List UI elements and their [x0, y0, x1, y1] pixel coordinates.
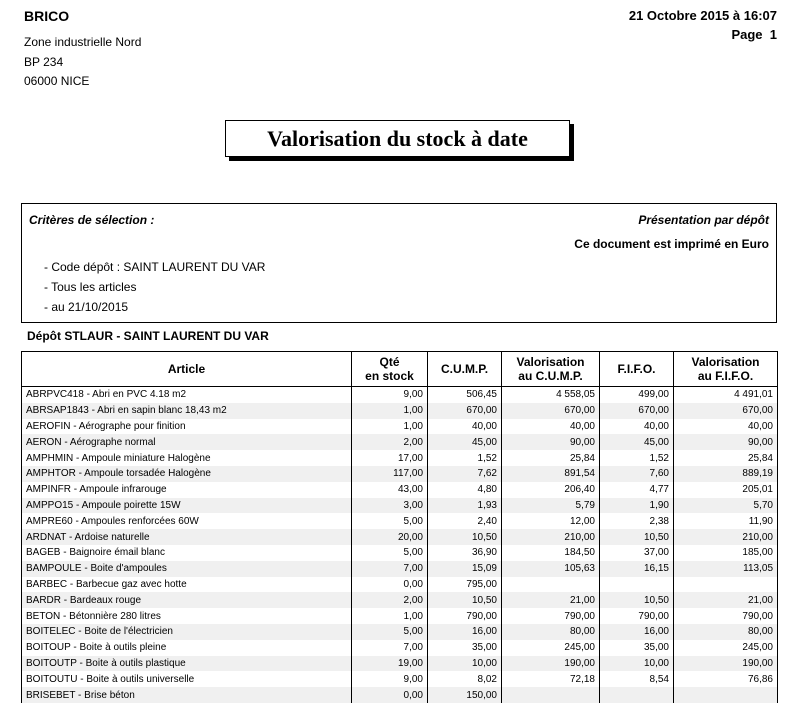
col-fifo-cell: 40,00: [600, 419, 674, 435]
col-val-cump-cell: [502, 687, 600, 703]
presentation-label: Présentation par dépôt: [638, 213, 769, 227]
col-val-cump-cell: 90,00: [502, 434, 600, 450]
col-article-cell: BAMPOULE - Boite d'ampoules: [22, 561, 352, 577]
page-number: Page 1: [731, 27, 777, 42]
table-row: [22, 498, 778, 514]
col-val-fifo-cell: 790,00: [674, 608, 778, 624]
depot-title: Dépôt STLAUR - SAINT LAURENT DU VAR: [27, 329, 269, 343]
col-article-cell: ABRSAP1843 - Abri en sapin blanc 18,43 m2: [22, 403, 352, 419]
col-fifo-cell: 10,50: [600, 529, 674, 545]
table-row: [22, 434, 778, 450]
col-article-header: Article: [22, 352, 352, 387]
table-row: [22, 640, 778, 656]
col-article-cell: AMPPO15 - Ampoule poirette 15W: [22, 498, 352, 514]
col-val-cump-cell: 4 558,05: [502, 387, 600, 403]
col-val-cump-cell: [502, 577, 600, 593]
col-val-fifo-cell: 80,00: [674, 624, 778, 640]
col-article-cell: BOITOUTP - Boite à outils plastique: [22, 656, 352, 672]
criteria-line: - Code dépôt : SAINT LAURENT DU VAR: [44, 260, 266, 274]
col-cump-cell: 10,50: [428, 592, 502, 608]
col-qty-cell: 19,00: [352, 656, 428, 672]
col-cump-cell: 795,00: [428, 577, 502, 593]
col-article-cell: AERON - Aérographe normal: [22, 434, 352, 450]
col-fifo-cell: 37,00: [600, 545, 674, 561]
table-row: [22, 545, 778, 561]
col-val-cump-cell: 25,84: [502, 450, 600, 466]
col-qty-cell: 5,00: [352, 624, 428, 640]
col-article-cell: BOITOUTU - Boite à outils universelle: [22, 671, 352, 687]
col-val-cump-cell: 790,00: [502, 608, 600, 624]
col-val-fifo-cell: 205,01: [674, 482, 778, 498]
col-article-cell: AMPRE60 - Ampoules renforcées 60W: [22, 513, 352, 529]
col-fifo-cell: 35,00: [600, 640, 674, 656]
col-qty-cell: 20,00: [352, 529, 428, 545]
col-qty-cell: 1,00: [352, 608, 428, 624]
criteria-label: Critères de sélection :: [29, 213, 155, 227]
company-name: BRICO: [24, 8, 70, 24]
col-val-cump-cell: 670,00: [502, 403, 600, 419]
address-line: BP 234: [24, 55, 64, 69]
col-cump-cell: 36,90: [428, 545, 502, 561]
col-fifo-cell: 7,60: [600, 466, 674, 482]
col-fifo-cell: 1,90: [600, 498, 674, 514]
table-row: [22, 450, 778, 466]
col-val-fifo-cell: 4 491,01: [674, 387, 778, 403]
col-qty-cell: 0,00: [352, 687, 428, 703]
stock-table: [21, 351, 778, 703]
col-qty-cell: 2,00: [352, 592, 428, 608]
col-cump-cell: 506,45: [428, 387, 502, 403]
col-val-fifo-cell: 11,90: [674, 513, 778, 529]
table-row: [22, 656, 778, 672]
col-qty-cell: 0,00: [352, 577, 428, 593]
col-val-cump-cell: 184,50: [502, 545, 600, 561]
table-row: [22, 608, 778, 624]
col-val-fifo-cell: 76,86: [674, 671, 778, 687]
col-fifo-cell: 4,77: [600, 482, 674, 498]
col-cump-cell: 1,93: [428, 498, 502, 514]
col-qty-cell: 9,00: [352, 387, 428, 403]
table-row: [22, 561, 778, 577]
col-fifo-cell: 10,00: [600, 656, 674, 672]
table-row: [22, 513, 778, 529]
table-row: [22, 687, 778, 703]
col-val-fifo-cell: [674, 687, 778, 703]
col-val-fifo-cell: 190,00: [674, 656, 778, 672]
col-cump-cell: 1,52: [428, 450, 502, 466]
table-row: [22, 482, 778, 498]
col-fifo-header: F.I.F.O.: [600, 352, 674, 387]
col-val-fifo-cell: 21,00: [674, 592, 778, 608]
table-row: [22, 403, 778, 419]
print-datetime: 21 Octobre 2015 à 16:07: [628, 8, 777, 23]
col-val-cump-cell: 245,00: [502, 640, 600, 656]
col-cump-cell: 10,00: [428, 656, 502, 672]
col-fifo-cell: 45,00: [600, 434, 674, 450]
col-cump-cell: 45,00: [428, 434, 502, 450]
col-val-fifo-cell: 90,00: [674, 434, 778, 450]
col-article-cell: BAGEB - Baignoire émail blanc: [22, 545, 352, 561]
col-cump-cell: 40,00: [428, 419, 502, 435]
col-val-fifo-cell: 40,00: [674, 419, 778, 435]
col-val-fifo-cell: [674, 577, 778, 593]
col-cump-cell: 2,40: [428, 513, 502, 529]
col-qty-header: Qté en stock: [352, 352, 428, 387]
col-article-cell: BOITELEC - Boite de l'électricien: [22, 624, 352, 640]
table-header-row: [22, 352, 778, 387]
col-article-cell: BARDR - Bardeaux rouge: [22, 592, 352, 608]
col-val-cump-cell: 72,18: [502, 671, 600, 687]
col-fifo-cell: 1,52: [600, 450, 674, 466]
col-article-cell: BARBEC - Barbecue gaz avec hotte: [22, 577, 352, 593]
col-val-cump-header: Valorisation au C.U.M.P.: [502, 352, 600, 387]
table-row: [22, 577, 778, 593]
report-title: Valorisation du stock à date: [267, 125, 528, 151]
col-cump-cell: 8,02: [428, 671, 502, 687]
criteria-line: - au 21/10/2015: [44, 300, 129, 314]
col-qty-cell: 9,00: [352, 671, 428, 687]
col-fifo-cell: 10,50: [600, 592, 674, 608]
col-val-cump-cell: 40,00: [502, 419, 600, 435]
col-qty-cell: 1,00: [352, 419, 428, 435]
col-val-fifo-cell: 889,19: [674, 466, 778, 482]
col-cump-cell: 35,00: [428, 640, 502, 656]
col-qty-cell: 17,00: [352, 450, 428, 466]
currency-note: Ce document est imprimé en Euro: [574, 237, 769, 251]
criteria-line: - Tous les articles: [44, 280, 137, 294]
col-article-cell: ARDNAT - Ardoise naturelle: [22, 529, 352, 545]
col-qty-cell: 43,00: [352, 482, 428, 498]
table-body: [22, 387, 778, 703]
col-article-cell: AMPINFR - Ampoule infrarouge: [22, 482, 352, 498]
col-fifo-cell: 790,00: [600, 608, 674, 624]
col-fifo-cell: [600, 687, 674, 703]
col-val-fifo-cell: 25,84: [674, 450, 778, 466]
col-qty-cell: 7,00: [352, 561, 428, 577]
col-val-fifo-cell: 185,00: [674, 545, 778, 561]
col-fifo-cell: 16,15: [600, 561, 674, 577]
col-val-fifo-cell: 113,05: [674, 561, 778, 577]
col-cump-cell: 15,09: [428, 561, 502, 577]
col-fifo-cell: 16,00: [600, 624, 674, 640]
address-line: 06000 NICE: [24, 74, 90, 88]
col-qty-cell: 5,00: [352, 545, 428, 561]
col-val-cump-cell: 105,63: [502, 561, 600, 577]
col-val-cump-cell: 206,40: [502, 482, 600, 498]
col-article-cell: AMPHTOR - Ampoule torsadée Halogène: [22, 466, 352, 482]
table-row: [22, 624, 778, 640]
col-cump-cell: 790,00: [428, 608, 502, 624]
col-cump-cell: 670,00: [428, 403, 502, 419]
col-cump-cell: 10,50: [428, 529, 502, 545]
col-article-cell: BOITOUP - Boite à outils pleine: [22, 640, 352, 656]
col-cump-cell: 7,62: [428, 466, 502, 482]
selection-criteria-box: [21, 203, 777, 323]
col-val-cump-cell: 21,00: [502, 592, 600, 608]
table-row: [22, 466, 778, 482]
col-val-cump-cell: 12,00: [502, 513, 600, 529]
col-article-cell: AEROFIN - Aérographe pour finition: [22, 419, 352, 435]
col-qty-cell: 2,00: [352, 434, 428, 450]
table-row: [22, 592, 778, 608]
col-val-cump-cell: 190,00: [502, 656, 600, 672]
col-qty-cell: 117,00: [352, 466, 428, 482]
col-qty-cell: 5,00: [352, 513, 428, 529]
table-row: [22, 387, 778, 403]
col-val-cump-cell: 5,79: [502, 498, 600, 514]
report-title-box: [225, 120, 570, 157]
col-article-cell: BETON - Bétonnière 280 litres: [22, 608, 352, 624]
col-fifo-cell: 2,38: [600, 513, 674, 529]
col-qty-cell: 1,00: [352, 403, 428, 419]
col-qty-cell: 3,00: [352, 498, 428, 514]
col-cump-cell: 150,00: [428, 687, 502, 703]
table-row: [22, 529, 778, 545]
col-val-fifo-cell: 210,00: [674, 529, 778, 545]
col-val-fifo-header: Valorisation au F.I.F.O.: [674, 352, 778, 387]
col-fifo-cell: 499,00: [600, 387, 674, 403]
col-val-fifo-cell: 5,70: [674, 498, 778, 514]
col-article-cell: BRISEBET - Brise béton: [22, 687, 352, 703]
col-val-cump-cell: 80,00: [502, 624, 600, 640]
col-val-fifo-cell: 245,00: [674, 640, 778, 656]
table-row: [22, 671, 778, 687]
col-val-cump-cell: 210,00: [502, 529, 600, 545]
address-line: Zone industrielle Nord: [24, 35, 142, 49]
col-article-cell: AMPHMIN - Ampoule miniature Halogène: [22, 450, 352, 466]
col-fifo-cell: 8,54: [600, 671, 674, 687]
col-fifo-cell: [600, 577, 674, 593]
table-row: [22, 419, 778, 435]
col-cump-cell: 16,00: [428, 624, 502, 640]
col-fifo-cell: 670,00: [600, 403, 674, 419]
col-cump-header: C.U.M.P.: [428, 352, 502, 387]
col-val-cump-cell: 891,54: [502, 466, 600, 482]
col-val-fifo-cell: 670,00: [674, 403, 778, 419]
col-cump-cell: 4,80: [428, 482, 502, 498]
col-article-cell: ABRPVC418 - Abri en PVC 4.18 m2: [22, 387, 352, 403]
col-qty-cell: 7,00: [352, 640, 428, 656]
